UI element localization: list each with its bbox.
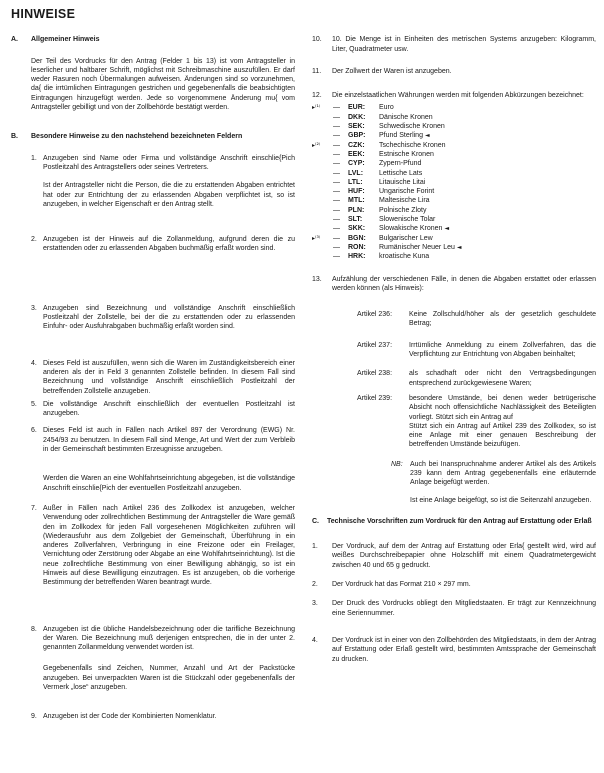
item-number: 8. <box>31 625 37 633</box>
article-entry-238 <box>357 369 596 388</box>
currency-name: Euro <box>379 104 394 112</box>
item-number: 3. <box>31 304 37 312</box>
currency-code: PLN: <box>348 206 365 214</box>
nb-label: NB: <box>391 460 403 468</box>
amendment-marker-icon: ▸⁽²⁾ <box>312 141 321 149</box>
item-number: 1. <box>312 543 318 551</box>
currency-item <box>312 122 596 131</box>
item-number: 3. <box>312 600 318 608</box>
currency-name: Rumänischer Neuer Leu <box>379 243 455 251</box>
section-c-label: C. <box>312 517 319 525</box>
item-number: 9. <box>31 713 37 721</box>
currency-name: Slowakische Kronen <box>379 225 443 233</box>
item-number: 5. <box>31 400 37 408</box>
amendment-marker-icon <box>312 196 332 205</box>
currency-item <box>312 215 596 224</box>
item-paragraph: Der Vordruck, auf dem der Antrag auf Erstattung oder Erla{ gestellt wird, wird auf weißes Durchschreibepapier ohne Holzschliff mit einem Quadratmetergewicht zwischen 40 und 65 g gedruckt. <box>332 543 596 569</box>
amendment-marker-icon <box>312 150 332 159</box>
currency-item <box>312 224 596 233</box>
item-number: 6. <box>31 427 37 435</box>
item-number: 11. <box>312 67 322 75</box>
currency-item <box>312 131 596 140</box>
amendment-marker-icon <box>312 252 332 261</box>
currency-item <box>312 187 596 196</box>
two-column-layout <box>11 35 595 721</box>
currency-code: GBP: <box>348 132 366 140</box>
currency-name: Tschechische Kronen <box>379 141 446 149</box>
list-dash: — <box>333 113 340 121</box>
list-item-b4 <box>31 359 295 396</box>
item-paragraph: Ist der Antragsteller nicht die Person, die die zu erstattenden Abgaben entrichtet hat oder zur Entrichtung der zu erlassenden Abgaben verpflichtet ist, so ist anzugeben, in welcher Eigenschaft er den Antrag stellt. <box>43 182 295 208</box>
page-title: HINWEISE <box>11 7 76 21</box>
currency-code: MTL: <box>348 197 365 205</box>
currency-item <box>312 243 596 252</box>
item-paragraph: Dieses Feld ist auszufüllen, wenn sich die Waren im Zuständigkeitsbereich einer anderen als der in Feld 3 genannten Zollstelle befinden. In diesem Fall sind Bezeichnung und vollständige Anschrift einschließlich Postleitzahl der betreffenden Zollstelle anzugeben. <box>43 359 295 395</box>
currency-name: Litauische Litai <box>379 178 426 186</box>
section-a-label: A. <box>11 36 18 44</box>
currency-list <box>312 103 596 261</box>
item-paragraph: Gegebenenfalls sind Zeichen, Nummer, Anzahl und Art der Packstücke anzugeben. Bei unverpackten Waren ist die Stückzahl oder gegebenenfalls der Vermerk „lose“ anzugeben. <box>43 665 295 692</box>
list-item-b9 <box>31 712 295 721</box>
article-entry-239 <box>357 394 596 450</box>
amendment-marker-icon <box>312 215 332 224</box>
list-item-b8 <box>31 625 295 693</box>
list-dash: — <box>333 132 340 140</box>
article-entry-236 <box>357 310 596 329</box>
item-number: 12. <box>312 92 322 100</box>
list-item-b7 <box>31 504 295 588</box>
item-number: 4. <box>312 636 318 644</box>
currency-item <box>312 159 596 168</box>
article-label: Artikel 239: <box>357 394 393 402</box>
currency-name: Dänische Kronen <box>379 113 433 121</box>
currency-code: CZK: <box>348 141 365 149</box>
list-item-11 <box>312 67 596 76</box>
amendment-marker-icon: ▸⁽¹⁾ <box>312 104 321 112</box>
amendment-marker-icon <box>312 187 332 196</box>
currency-code: BGN: <box>348 234 366 242</box>
amendment-marker-icon: ▸⁽³⁾ <box>312 234 321 242</box>
currency-name: Ungarische Forint <box>379 188 435 196</box>
amendment-marker-icon <box>312 206 332 215</box>
list-dash: — <box>333 150 340 158</box>
list-dash: — <box>333 253 340 261</box>
list-item-b1 <box>31 154 295 209</box>
list-item-b6 <box>31 426 295 492</box>
currency-name: Maltesische Lira <box>379 197 430 205</box>
amendment-marker-icon <box>312 178 332 187</box>
nb-text: Auch bei Inanspruchnahme anderer Artikel als des Artikels 239 kann dem Antrag gegebenenfalls eine erläuternde Anlage beigefügt werden. <box>410 460 596 487</box>
list-dash: — <box>333 243 340 251</box>
item-number: 4. <box>31 359 37 367</box>
currency-name: Estnische Kronen <box>379 150 434 158</box>
currency-item <box>312 141 596 150</box>
currency-item <box>312 252 596 261</box>
item-paragraph: Die vollständige Anschrift einschließlich der eventuellen Postleitzahl ist anzugeben. <box>43 400 295 418</box>
item-paragraph: 10. Die Menge ist in Einheiten des metrischen Systems anzugeben: Kilogramm, Liter, Quadratmeter usw. <box>332 36 596 53</box>
currency-code: CYP: <box>348 160 365 168</box>
end-marker-icon: ◄ <box>456 243 462 251</box>
list-dash: — <box>333 216 340 224</box>
list-dash: — <box>333 197 340 205</box>
section-a-body: Der Teil des Vordrucks für den Antrag (Felder 1 bis 13) ist vom Antragsteller in leserlicher und haltbarer Schrift, möglichst mit Schreibmaschine auszufüllen. Er darf weder Rasuren noch Übermalungen aufweisen. Änderungen sind so vorzunehmen, da{ die irrtümlichen Eintragungen gestrichen und gegebenenfalls die beabsichtigten Eintragungen hinzugefügt werden. Jede so vorgenommene Änderung mu{ vom Antragsteller gebilligt und von der Zollbehörde bestätigt werden. <box>31 57 295 112</box>
section-c-heading: Technische Vorschriften zum Vordruck für den Antrag auf Erstattung oder Erlaß <box>327 517 592 525</box>
left-column <box>11 35 295 721</box>
list-dash: — <box>333 206 340 214</box>
item-paragraph: Der Zollwert der Waren ist anzugeben. <box>332 67 452 75</box>
item-paragraph: Anzugeben ist der Hinweis auf die Zollanmeldung, aufgrund deren die zu erstattenden oder zu erlassenden Abgaben buchmäßig erfaßt worden sind. <box>43 236 295 253</box>
end-marker-icon: ◄ <box>444 225 450 233</box>
list-item-c2 <box>312 580 596 589</box>
currency-code: SLT: <box>348 216 363 224</box>
list-dash: — <box>333 178 340 186</box>
currency-code: DKK: <box>348 113 366 121</box>
list-item-c1 <box>312 542 596 570</box>
section-a-header <box>11 35 295 44</box>
section-b-heading: Besondere Hinweise zu den nachstehend bezeichneten Feldern <box>31 133 243 141</box>
amendment-marker-icon <box>312 224 332 233</box>
currency-item <box>312 103 596 112</box>
currency-name: Bulgarischer Lew <box>379 234 433 242</box>
list-item-b3 <box>31 304 295 332</box>
list-item-b5 <box>31 400 295 419</box>
currency-item <box>312 150 596 159</box>
article-text: besondere Umstände, bei denen weder betrügerische Absicht noch offensichtliche Nachlässigkeit des Beteiligten vorliegt. Stützt sich ein Antrag auf <box>409 394 596 421</box>
item-paragraph: Aufzählung der verschiedenen Fälle, in denen die Abgaben erstattet oder erlassen werden können (als Hinweis): <box>332 275 596 292</box>
amendment-marker-icon <box>312 131 332 140</box>
amendment-marker-icon <box>312 113 332 122</box>
amendment-marker-icon <box>312 169 332 178</box>
amendment-marker-icon <box>312 159 332 168</box>
currency-code: HUF: <box>348 188 365 196</box>
item-paragraph: Anzugeben ist die übliche Handelsbezeichnung oder die tarifliche Bezeichnung der Waren. Die Bezeichnung muß derjenigen entsprechen, die in der unter 2. genannten Zollanmeldung verwendet worden ist. <box>43 625 295 652</box>
list-dash: — <box>333 160 340 168</box>
currency-name: Pfund Sterling <box>379 132 423 140</box>
currency-name: Lettische Lats <box>379 169 423 177</box>
item-paragraph: Der Druck des Vordrucks obliegt den Mitgliedstaaten. Er trägt zur Kennzeichnung eine Seriennummer. <box>332 600 596 617</box>
list-item-13 <box>312 275 596 294</box>
nb-note <box>391 460 596 488</box>
currency-name: Zypern-Pfund <box>379 160 422 168</box>
list-item-12 <box>312 91 596 100</box>
list-item-c3 <box>312 599 596 618</box>
currency-name: kroatische Kuna <box>379 253 430 261</box>
list-dash: — <box>333 234 340 242</box>
currency-code: LVL: <box>348 169 364 177</box>
item-number: 10. <box>312 36 322 44</box>
article-text: Keine Zollschuld/höher als der gesetzlich geschuldete Betrag; <box>409 311 596 328</box>
article-label: Artikel 238: <box>357 370 393 378</box>
item-paragraph: Werden die Waren an eine Wohlfahrtseinrichtung abgegeben, ist die vollständige Anschrift einschlie{Pich der eventuellen Postleitzahl anzugeben. <box>43 475 295 492</box>
list-dash: — <box>333 169 340 177</box>
item-paragraph: Die einzelstaatlichen Währungen werden mit folgenden Abkürzungen bezeichnet: <box>332 92 584 100</box>
currency-name: Slowenische Tolar <box>379 216 436 224</box>
currency-code: LTL: <box>348 178 363 186</box>
currency-code: RON: <box>348 243 366 251</box>
item-paragraph: Der Vordruck hat das Format 210 × 297 mm. <box>332 581 471 589</box>
item-number: 13. <box>312 275 322 283</box>
currency-code: EEK: <box>348 150 365 158</box>
currency-code: HRK: <box>348 253 366 261</box>
section-a-heading: Allgemeiner Hinweis <box>31 36 100 44</box>
item-number: 1. <box>31 154 37 162</box>
section-b-header <box>11 132 295 141</box>
annex-note: Ist eine Anlage beigefügt, so ist die Seitenzahl anzugeben. <box>410 496 592 504</box>
list-item-10 <box>312 35 596 54</box>
currency-item <box>312 206 596 215</box>
end-marker-icon: ◄ <box>424 132 430 140</box>
amendment-marker-icon <box>312 122 332 131</box>
currency-code: SKK: <box>348 225 366 233</box>
list-dash: — <box>333 141 340 149</box>
item-number: 2. <box>31 236 37 244</box>
item-paragraph: Anzugeben ist der Code der Kombinierten Nomenklatur. <box>43 713 217 721</box>
article-text: Stützt sich ein Antrag auf Artikel 239 des Zollkodex, so ist eine Anlage mit einer genauen Beschreibung der betreffenden Umstände beizufügen. <box>409 422 596 449</box>
currency-item <box>312 196 596 205</box>
article-label: Artikel 237: <box>357 341 393 349</box>
list-item-c4 <box>312 636 596 664</box>
currency-item <box>312 178 596 187</box>
currency-item <box>312 169 596 178</box>
item-number: 7. <box>31 504 37 512</box>
item-paragraph: Anzugeben sind Bezeichnung und vollständige Anschrift einschließlich Postleitzahl der Zollstelle, bei der die zu erstattenden oder zu erlassenden Einfuhr- oder Ausfuhrabgaben buchmäßig erfaßt worden sind. <box>43 304 295 331</box>
currency-name: Schwedische Kronen <box>379 123 445 131</box>
section-b-label: B. <box>11 133 18 141</box>
list-dash: — <box>333 123 340 131</box>
article-entry-237 <box>357 341 596 360</box>
item-paragraph: Außer in Fällen nach Artikel 236 des Zollkodex ist anzugeben, welcher Verwendung oder zollrechtlichen Bestimmung der Antragsteller die Ware gemäß den im Zollkodex für jeden Fall vorgesehenen Möglichkeiten zuführen will (Wiederausfuhr aus dem Zollgebiet der Gemeinschaft, Überführung in ein anderes Zollverfahren, Verbringung in eine Freizone oder ein Freilager, Vernichtung oder Zerstörung oder Abgabe an eine Wohlfahrtseinrichtung). Ist die neue zollrechtliche Bestimmung von einer Bewilligung abhängig, so ist ein Hinweis auf diese Bewilligung einzutragen. Es ist anzugeben, ob die vorherige Bestimmung der betreffenden Waren beantragt wurde. <box>43 504 295 587</box>
list-dash: — <box>333 225 340 233</box>
article-text: Irrtümliche Anmeldung zu einem Zollverfahren, das die Verpflichtung zur Entrichtung von Abgaben beinhaltet; <box>409 341 596 359</box>
currency-item <box>312 113 596 122</box>
list-dash: — <box>333 188 340 196</box>
currency-name: Polnische Zloty <box>379 206 427 214</box>
currency-item <box>312 234 596 243</box>
article-label: Artikel 236: <box>357 311 393 319</box>
item-paragraph: Der Vordruck ist in einer von den Zollbehörden des Mitgliedstaats, in dem der Antrag auf Erstattung oder Erlaß gestellt wird, bestimmten Amtssprache der Gemeinschaft zu drucken. <box>332 636 596 663</box>
section-c-header <box>312 517 596 526</box>
currency-code: SEK: <box>348 123 365 131</box>
amendment-marker-icon <box>312 243 332 252</box>
item-number: 2. <box>312 581 318 589</box>
currency-code: EUR: <box>348 104 366 112</box>
list-dash: — <box>333 104 340 112</box>
right-column <box>312 35 596 664</box>
item-paragraph: Dieses Feld ist auch in Fällen nach Artikel 897 der Verordnung (EWG) Nr. 2454/93 zu benutzen. In diesem Fall sind Menge, Art und Wert der zum Verbleib in der Gemeinschaft bestimmten Erzeugnisse anzugeben. <box>43 427 295 454</box>
item-paragraph: Anzugeben sind Name oder Firma und vollständige Anschrift einschlie{Pich Postleitzahl des Antragstellers oder seines Vertreters. <box>43 154 295 171</box>
article-text: als schadhaft oder nicht den Vertragsbedingungen entsprechend zurückgewiesene Waren; <box>409 370 596 387</box>
list-item-b2 <box>31 235 295 254</box>
